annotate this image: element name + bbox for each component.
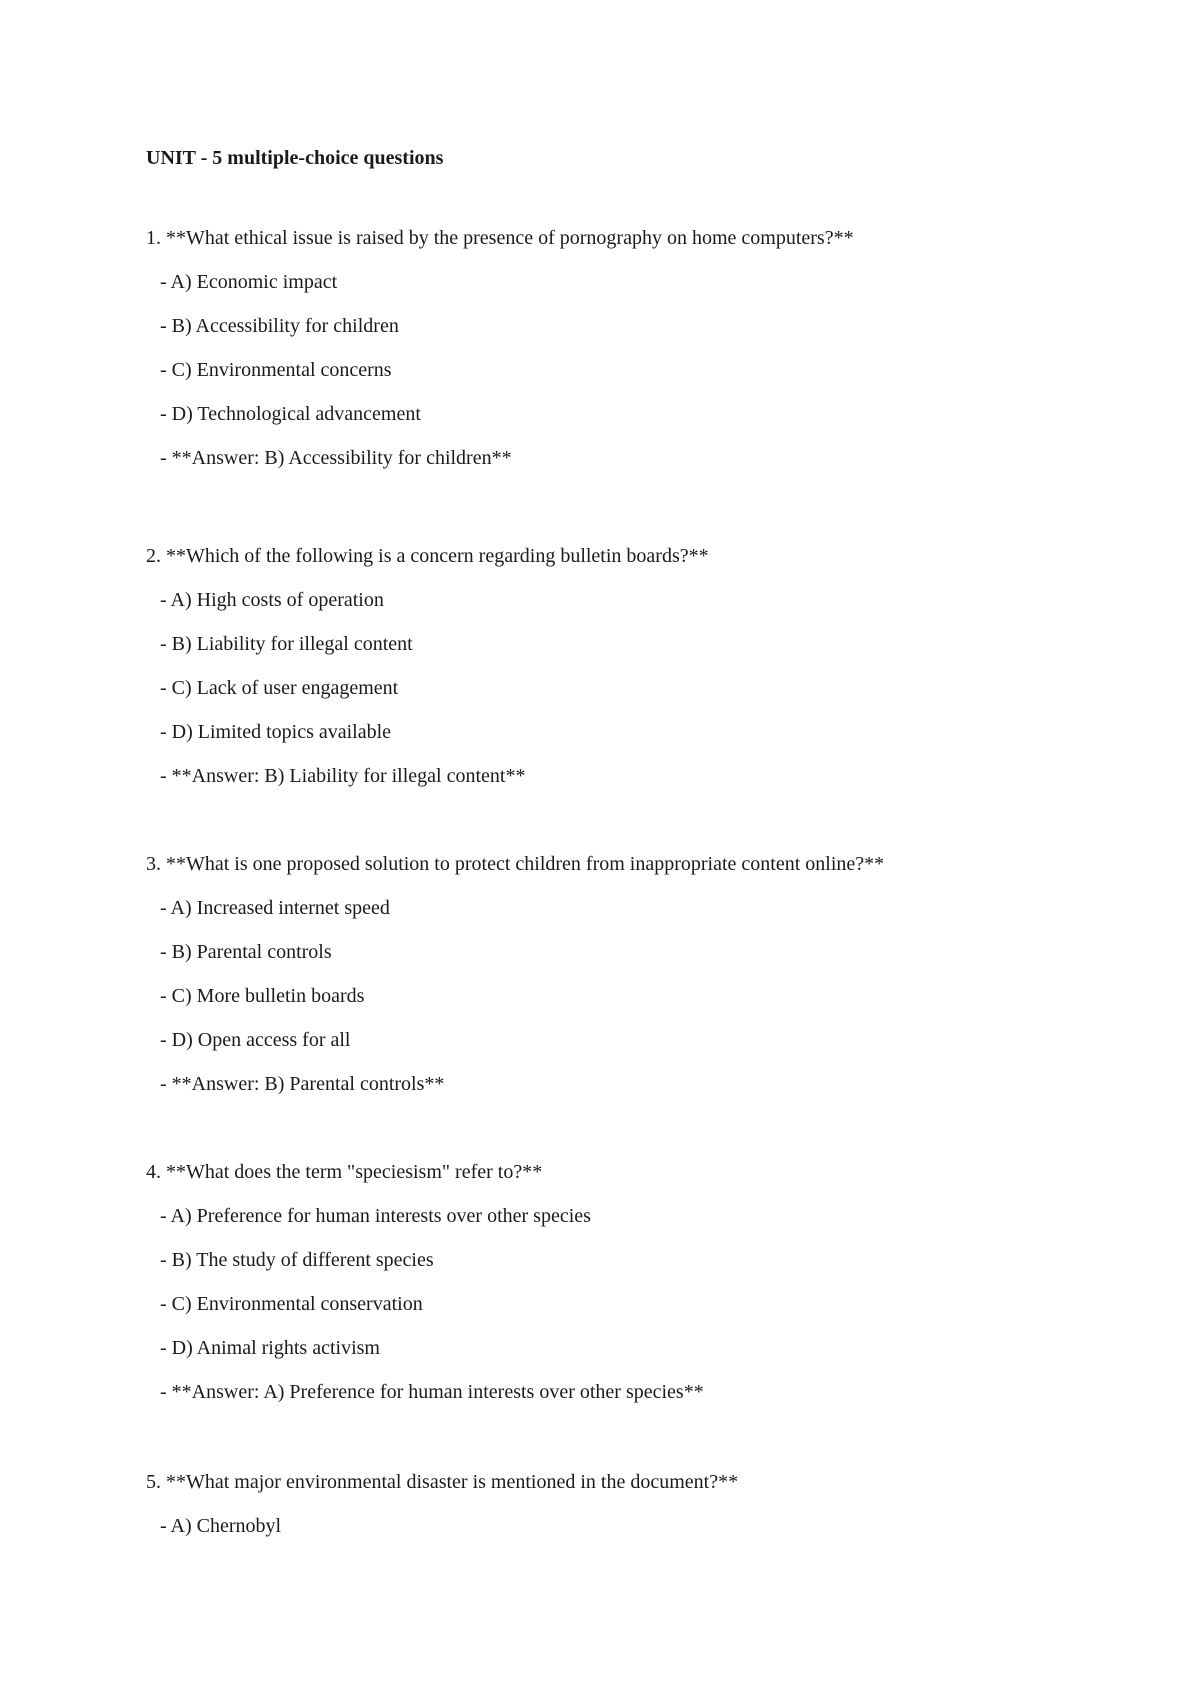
page-title: UNIT - 5 multiple-choice questions bbox=[146, 147, 444, 169]
option-b: - B) Parental controls bbox=[160, 941, 332, 963]
option-d: - D) Limited topics available bbox=[160, 721, 392, 743]
question-block-4 bbox=[146, 1160, 1146, 1424]
option-d: - D) Technological advancement bbox=[160, 403, 421, 425]
answer-line: - **Answer: B) Parental controls** bbox=[160, 1073, 445, 1095]
option-b: - B) The study of different species bbox=[160, 1249, 434, 1271]
option-c: - C) More bulletin boards bbox=[160, 985, 365, 1007]
question-text: 1. **What ethical issue is raised by the presence of pornography on home computers?** bbox=[146, 227, 854, 249]
question-text: 5. **What major environmental disaster is mentioned in the document?** bbox=[146, 1471, 739, 1493]
question-block-2 bbox=[146, 544, 1146, 808]
option-d: - D) Animal rights activism bbox=[160, 1337, 380, 1359]
question-block-1 bbox=[146, 226, 1146, 490]
option-c: - C) Lack of user engagement bbox=[160, 677, 399, 699]
option-a: - A) Economic impact bbox=[160, 271, 338, 293]
option-c: - C) Environmental conservation bbox=[160, 1293, 423, 1315]
option-d: - D) Open access for all bbox=[160, 1029, 351, 1051]
option-c: - C) Environmental concerns bbox=[160, 359, 392, 381]
answer-line: - **Answer: A) Preference for human interests over other species** bbox=[160, 1381, 704, 1403]
option-a: - A) Preference for human interests over other species bbox=[160, 1205, 591, 1227]
option-a: - A) Increased internet speed bbox=[160, 897, 390, 919]
answer-line: - **Answer: B) Accessibility for children** bbox=[160, 447, 512, 469]
option-b: - B) Liability for illegal content bbox=[160, 633, 413, 655]
question-block-3 bbox=[146, 852, 1146, 1116]
option-a: - A) Chernobyl bbox=[160, 1515, 282, 1537]
question-text: 4. **What does the term "speciesism" refer to?** bbox=[146, 1161, 543, 1183]
question-text: 3. **What is one proposed solution to protect children from inappropriate content online?** bbox=[146, 853, 885, 875]
option-a: - A) High costs of operation bbox=[160, 589, 384, 611]
answer-line: - **Answer: B) Liability for illegal content** bbox=[160, 765, 526, 787]
option-b: - B) Accessibility for children bbox=[160, 315, 399, 337]
question-text: 2. **Which of the following is a concern regarding bulletin boards?** bbox=[146, 545, 709, 567]
question-block-5 bbox=[146, 1470, 1146, 1558]
